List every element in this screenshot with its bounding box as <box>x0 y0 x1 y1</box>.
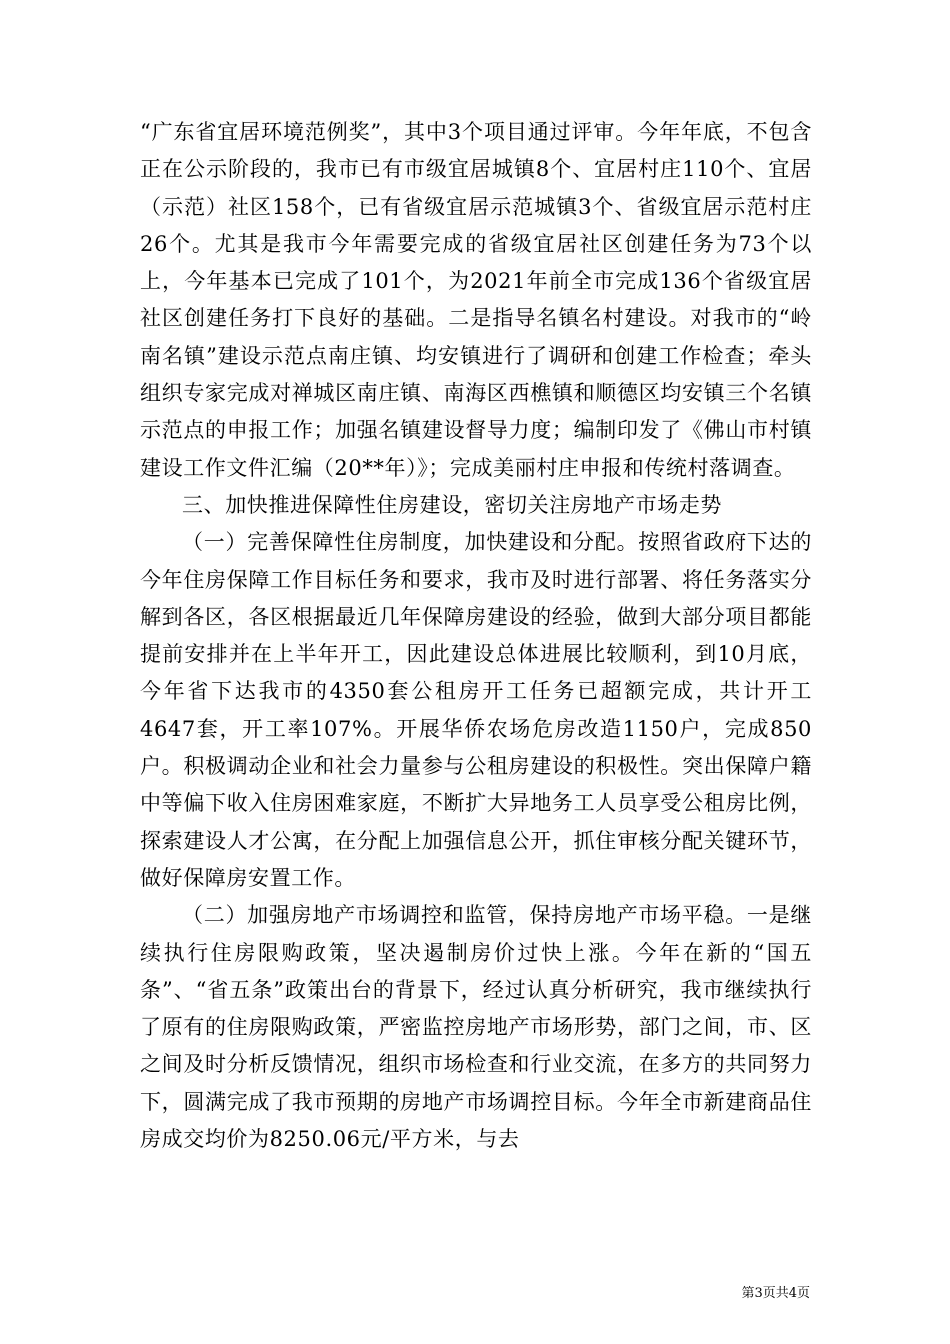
paragraph-1: “广东省宜居环境范例奖”，其中3个项目通过评审。今年年底，不包含正在公示阶段的，我市已有市级宜居城镇8个、宜居村庄110个、宜居（示范）社区158个，已有省级宜居示范城镇3个、省级宜居示范村庄26个。尤其是我市今年需要完成的省级宜居社区创建任务为73个以上，今年基本已完成了101个，为2021年前全市完成136个省级宜居社区创建任务打下良好的基础。二是指导名镇名村建设。对我市的“岭南名镇”建设示范点南庄镇、均安镇进行了调研和创建工作检查；牵头组织专家完成对禅城区南庄镇、南海区西樵镇和顺德区均安镇三个名镇示范点的申报工作；加强名镇建设督导力度；编制印发了《佛山市村镇建设工作文件汇编（20**年）》；完成美丽村庄申报和传统村落调查。 <box>140 120 812 480</box>
paragraph-3: （二）加强房地产市场调控和监管，保持房地产市场平稳。一是继续执行住房限购政策，坚决遏制房价过快上涨。今年在新的“国五条”、“省五条”政策出台的背景下，经过认真分析研究，我市继续执行了原有的住房限购政策，严密监控房地产市场形势，部门之间，市、区之间及时分析反馈情况，组织市场检查和行业交流，在多方的共同努力下，圆满完成了我市预期的房地产市场调控目标。今年全市新建商品住房成交均价为8250.06元/平方米，与去 <box>140 903 812 1152</box>
paragraph-2: （一）完善保障性住房制度，加快建设和分配。按照省政府下达的今年住房保障工作目标任务和要求，我市及时进行部署、将任务落实分解到各区，各区根据最近几年保障房建设的经验，做到大部分项目都能提前安排并在上半年开工，因此建设总体进展比较顺利，到10月底，今年省下达我市的4350套公租房开工任务已超额完成，共计开工4647套，开工率107%。开展华侨农场危房改造1150户，完成850户。积极调动企业和社会力量参与公租房建设的积极性。突出保障户籍中等偏下收入住房困难家庭，不断扩大异地务工人员享受公租房比例，探索建设人才公寓，在分配上加强信息公开，抓住审核分配关键环节，做好保障房安置工作。 <box>140 530 812 890</box>
section-heading: 三、加快推进保障性住房建设，密切关注房地产市场走势 <box>182 492 722 517</box>
document-body <box>140 114 812 1158</box>
page-number: 第3页共4页 <box>741 1286 810 1301</box>
